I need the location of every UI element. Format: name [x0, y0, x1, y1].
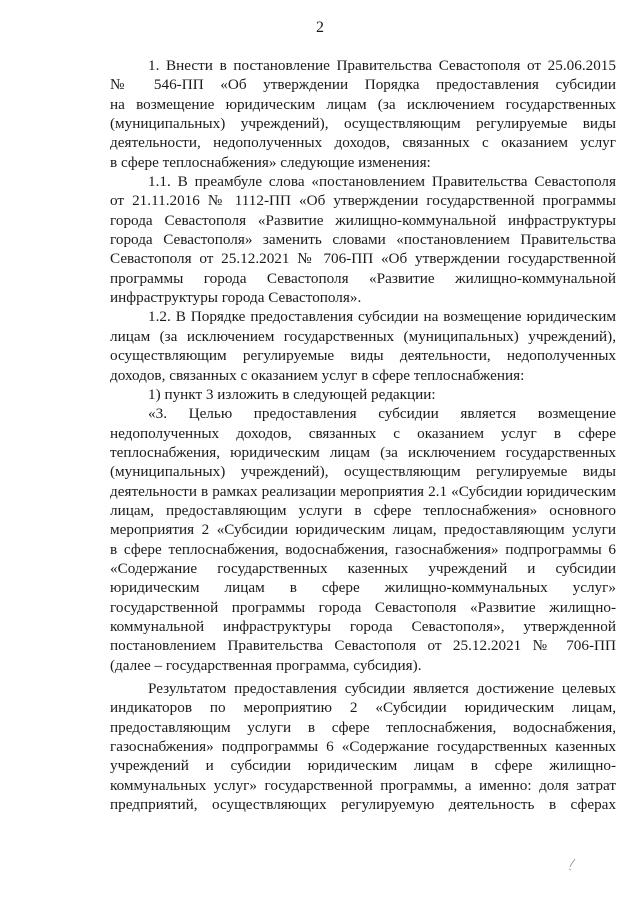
- document-body: [110, 56, 616, 814]
- text-line: (муниципальных) учреждений), осуществляющим регулируемые виды: [110, 463, 616, 481]
- text-line: лицам (за исключением государственных (муниципальных) учреждений),: [110, 327, 616, 345]
- paragraph-subitem-1: [110, 385, 616, 404]
- text-line: на возмещение юридическим лицам (за исключением государственных: [110, 95, 616, 113]
- text-line: коммунальных услуг» государственной программы, а именно: доля затрат: [110, 776, 616, 794]
- text-line: в сфере теплоснабжения, водоснабжения, газоснабжения» подпрограммы 6: [110, 540, 616, 558]
- text-line: «3. Целью предоставления субсидии является возмещение: [148, 405, 616, 423]
- text-line: учреждений и субсидии юридическим лицам в сфере жилищно-: [110, 757, 616, 775]
- text-line: (далее – государственная программа, субсидия).: [110, 656, 422, 674]
- paragraph-item-1-2: [110, 307, 616, 384]
- text-line: 1.1. В преамбуле слова «постановлением Правительства Севастополя: [148, 173, 616, 191]
- text-line: инфраструктуры города Севастополя».: [110, 289, 362, 307]
- text-line: 1) пункт 3 изложить в следующей редакции:: [148, 385, 436, 403]
- text-line: от 21.11.2016 № 1112-ПП «Об утверждении государственной программы: [110, 192, 616, 210]
- text-line: 1. Внести в постановление Правительства Севастополя от 25.06.2015: [148, 57, 616, 74]
- text-line: теплоснабжения, юридическим лицам (за исключением государственных: [110, 443, 616, 461]
- text-line: (муниципальных) учреждений), осуществляющим регулируемые виды: [110, 115, 616, 133]
- scan-mark-icon: [566, 858, 580, 874]
- text-line: № 546-ПП «Об утверждении Порядка предоставления субсидии: [110, 76, 616, 94]
- text-line: лицам, предоставляющим услуги в сфере теплоснабжения» основного: [110, 501, 616, 519]
- text-line: «Содержание государственных казенных учреждений и субсидии: [110, 559, 616, 577]
- text-line: государственной программы города Севастополя «Развитие жилищно-: [110, 598, 616, 616]
- text-line: газоснабжения» подпрограммы 6 «Содержание государственных казенных: [110, 738, 616, 756]
- text-line: мероприятия 2 «Субсидии юридическим лицам, предоставляющим услуги: [110, 521, 616, 539]
- text-line: предоставляющим услуги в сфере теплоснабжения, водоснабжения,: [110, 718, 616, 736]
- text-line: в сфере теплоснабжения» следующие изменения:: [110, 153, 431, 171]
- page-number: 2: [316, 19, 324, 36]
- paragraph-clause-3: [110, 404, 616, 675]
- text-line: Результатом предоставления субсидии является достижение целевых: [148, 680, 616, 697]
- text-line: города Севастополя «Развитие жилищно-коммунальной инфраструктуры: [110, 211, 616, 229]
- text-line: коммунальной инфраструктуры города Севастополя», утвержденной: [110, 617, 616, 635]
- text-line: деятельности, недополученных доходов, связанных с оказанием услуг: [110, 134, 616, 152]
- text-line: доходов, связанных с оказанием услуг в сфере теплоснабжения:: [110, 366, 525, 384]
- text-line: осуществляющим регулируемые виды деятельности, недополученных: [110, 347, 616, 365]
- paragraph-result: [110, 679, 616, 814]
- text-line: Севастополя от 25.12.2021 № 706-ПП «Об утверждении государственной: [110, 250, 616, 268]
- text-line: недополученных доходов, связанных с оказанием услуг в сфере: [110, 424, 616, 442]
- text-line: города Севастополя» заменить словами «постановлением Правительства: [110, 231, 616, 249]
- text-line: индикаторов по мероприятию 2 «Субсидии юридическим лицам,: [110, 699, 616, 717]
- paragraph-item-1: [110, 56, 616, 172]
- text-line: юридическим лицам в сфере жилищно-коммунальных услуг»: [110, 579, 616, 597]
- text-line: постановлением Правительства Севастополя от 25.12.2021 № 706-ПП: [110, 637, 616, 655]
- text-line: предприятий, осуществляющих регулируемую деятельность в сферах: [110, 796, 616, 814]
- text-line: деятельности в рамках реализации мероприятия 2.1 «Субсидии юридическим: [110, 482, 616, 500]
- paragraph-item-1-1: [110, 172, 616, 307]
- text-line: 1.2. В Порядке предоставления субсидии на возмещение юридическим: [148, 308, 616, 326]
- text-line: программы города Севастополя «Развитие жилищно-коммунальной: [110, 269, 616, 287]
